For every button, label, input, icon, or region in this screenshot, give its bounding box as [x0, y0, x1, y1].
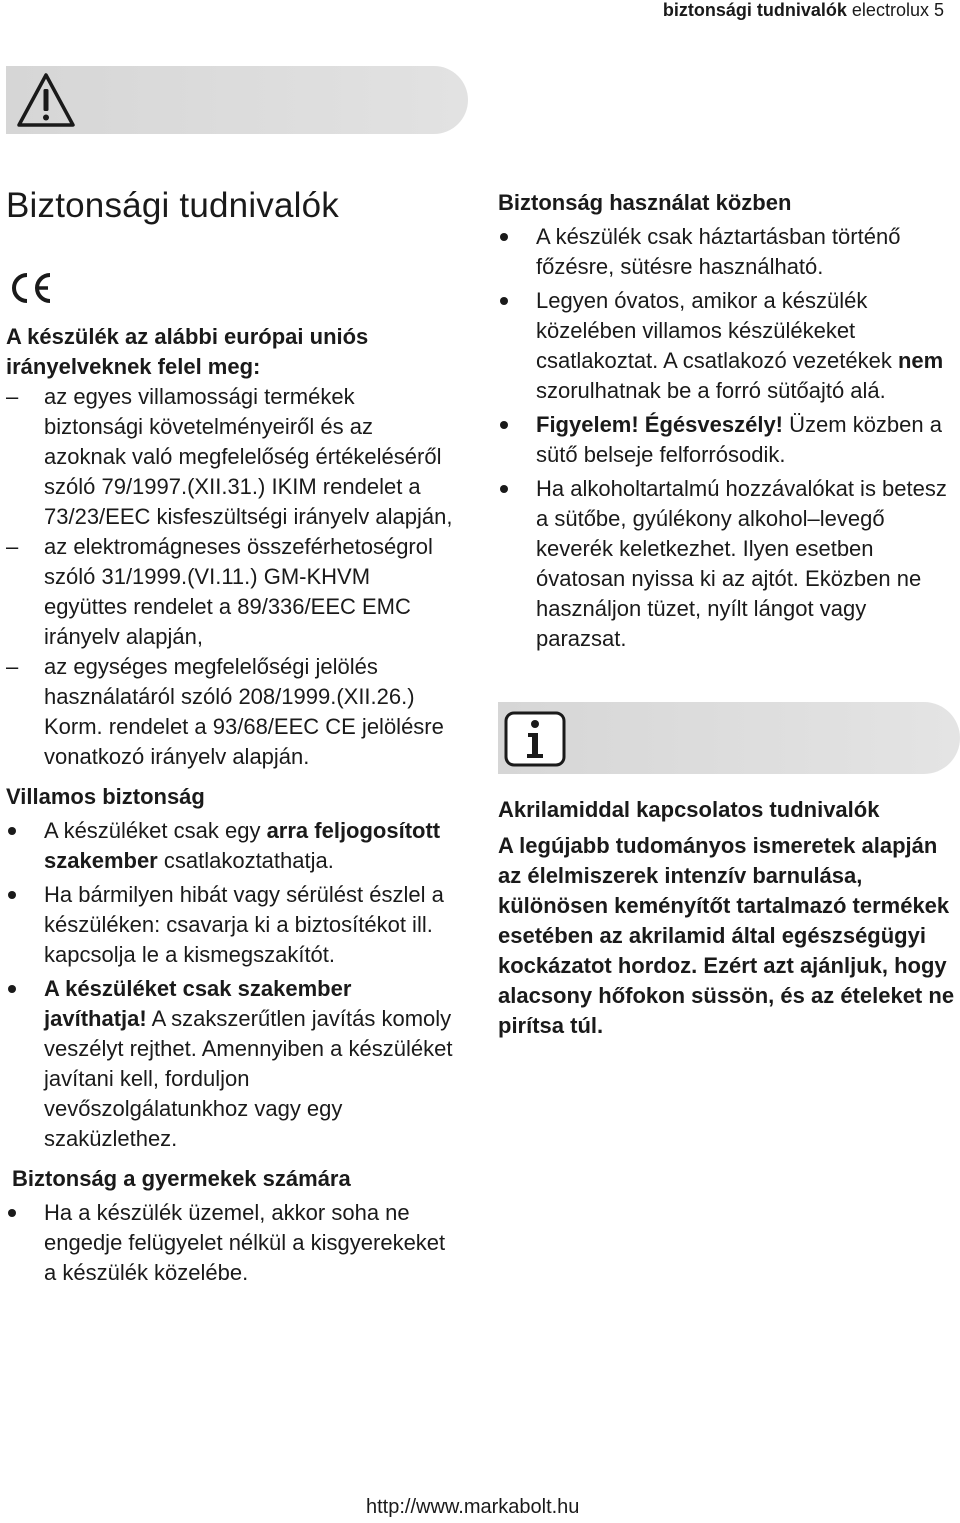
item-emphasis: nem — [897, 348, 944, 373]
list-item: Ha a készülék üzemel, akkor soha ne engedje felügyelet nélkül a kisgyerekeket a készülék közelébe. — [6, 1198, 458, 1288]
electrical-list — [6, 816, 458, 1154]
item-text: Üzem közben a sütő belseje felforrósodik. — [536, 412, 942, 467]
info-icon — [502, 710, 568, 768]
page-header — [663, 0, 944, 21]
list-item — [498, 410, 956, 470]
directives-list — [6, 382, 458, 772]
item-text: A szakszerűtlen javítás komoly veszélyt rejthet. Amennyiben a készüléket javítani kell, forduljon vevőszolgálatunkhoz vagy egy szaküzlethez. — [44, 1006, 453, 1151]
item-text: Legyen óvatos, amikor a készülék közelében villamos készülékeket csatlakoztat. A csatlakozó vezetékek — [536, 288, 898, 373]
header-section: biztonsági tudnivalók — [662, 0, 847, 20]
item-emphasis: A készüléket csak szakember javíthatja! — [44, 976, 352, 1031]
header-brand: electrolux — [851, 0, 929, 20]
ce-mark-icon — [6, 270, 54, 306]
item-text: csatlakoztathatja. — [157, 848, 334, 873]
header-page-number: 5 — [933, 0, 944, 20]
list-item — [6, 974, 458, 1154]
usage-heading: Biztonság használat közben — [498, 190, 792, 215]
usage-list — [498, 222, 956, 654]
acrylamide-heading: Akrilamiddal kapcsolatos tudnivalók — [498, 797, 880, 822]
item-emphasis: arra feljogosított szakember — [44, 818, 441, 873]
info-banner — [498, 702, 960, 774]
list-item: – az egységes megfelelőségi jelölés használatáról szóló 208/1999.(XII.26.) Korm. rendelet a 93/68/EEC CE jelölésre vonatkozó irányelv alapján. — [6, 652, 458, 772]
page-title: Biztonsági tudnivalók — [6, 186, 340, 225]
list-item: – az elektromágneses összeférhetoségrol szóló 31/1999.(VI.11.) GM-KHVM együttes rendelet a 89/336/EEC EMC irányelv alapján, — [6, 532, 458, 652]
left-column — [6, 322, 458, 1288]
acrylamide-section — [498, 795, 956, 1041]
children-list — [6, 1198, 458, 1288]
list-item: Ha alkoholtartalmú hozzávalókat is betesz a sütőbe, gyúlékony alkohol–levegő keverék keletkezhet. Ilyen esetben óvatosan nyissa ki az ajtót. Eközben ne használjon tüzet, nyílt lángot vagy parazsat. — [498, 474, 956, 654]
footer-url: http://www.markabolt.hu — [366, 1496, 580, 1518]
list-item: A készülék csak háztartásban történő főzésre, sütésre használható. — [498, 222, 956, 282]
warning-triangle-icon — [14, 70, 78, 130]
directives-heading: A készülék az alábbi európai uniós irányelveknek felel meg: — [6, 324, 369, 379]
list-item: – az egyes villamossági termékek biztonsági követelményeiről és az azoknak való megfelelőség értékeléséről szóló 79/1997.(XII.31.) IKIM rendelet a 73/23/EEC kisfeszültségi irányelv alapján, — [6, 382, 458, 532]
electrical-heading: Villamos biztonság — [6, 784, 205, 809]
item-text: szorulhatnak be a forró sütőajtó alá. — [536, 378, 886, 403]
list-item — [6, 816, 458, 876]
item-emphasis: Figyelem! Égésveszély! — [536, 412, 784, 437]
children-heading: Biztonság a gyermekek számára — [12, 1166, 351, 1191]
list-item — [498, 286, 956, 406]
warning-banner — [6, 66, 468, 134]
right-column — [498, 188, 956, 654]
acrylamide-body: A legújabb tudományos ismeretek alapján az élelmiszerek intenzív barnulása, különösen keményítőt tartalmazó termékek esetében az akrilamid által egészségügyi kockázatot hordoz. Ezért azt ajánljuk, hogy alacsony hőfokon süssön, és az ételeket ne pirítsa túl. — [498, 833, 955, 1038]
list-item: Ha bármilyen hibát vagy sérülést észlel a készüléken: csavarja ki a biztosítékot ill. kapcsolja le a kismegszakítót. — [6, 880, 458, 970]
item-text: A készüléket csak egy — [44, 818, 267, 843]
